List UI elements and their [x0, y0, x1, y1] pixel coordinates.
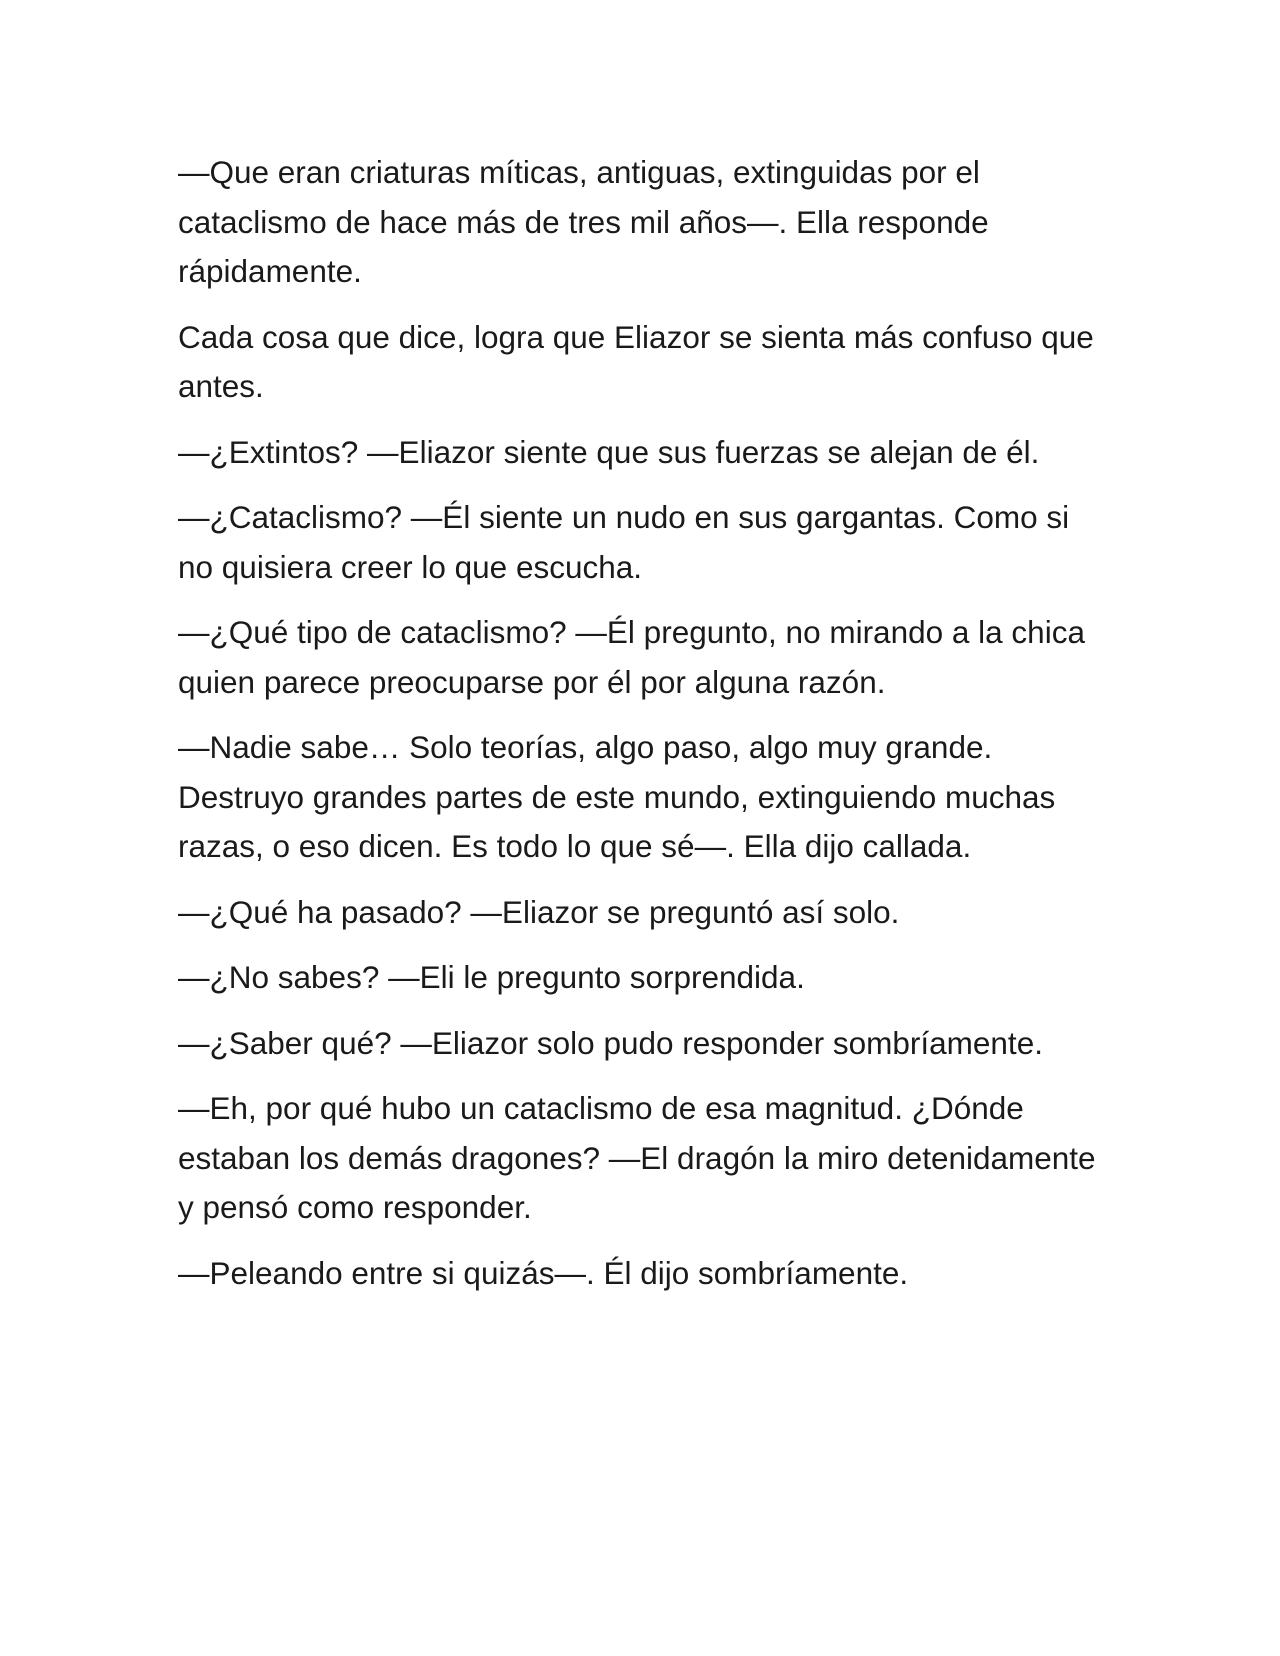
paragraph: —Nadie sabe… Solo teorías, algo paso, algo muy grande. Destruyo grandes partes de este mundo, extinguiendo muchas razas, o eso dicen. Es todo lo que sé—. Ella dijo callada.: [178, 729, 1056, 864]
paragraph: —¿Extintos? —Eliazor siente que sus fuerzas se alejan de él.: [178, 433, 1040, 470]
paragraph: —¿Qué ha pasado? —Eliazor se preguntó así solo.: [178, 893, 900, 930]
paragraph: —Que eran criaturas míticas, antiguas, extinguidas por el cataclismo de hace más de tres mil años—. Ella responde rápidamente.: [178, 154, 989, 289]
paragraph: —¿No sabes? —Eli le pregunto sorprendida.: [178, 959, 805, 995]
paragraph: Cada cosa que dice, logra que Eliazor se sienta más confuso que antes.: [178, 318, 1094, 404]
paragraph: —¿Qué tipo de cataclismo? —Él pregunto, no mirando a la chica quien parece preocuparse por él por alguna razón.: [178, 614, 1085, 700]
paragraph: —Peleando entre si quizás—. Él dijo sombríamente.: [178, 1254, 909, 1291]
paragraph: —¿Cataclismo? —Él siente un nudo en sus gargantas. Como si no quisiera creer lo que escucha.: [178, 499, 1070, 585]
paragraph: —Eh, por qué hubo un cataclismo de esa magnitud. ¿Dónde estaban los demás dragones? —El dragón la miro detenidamente y pensó como responder.: [178, 1090, 1096, 1225]
paragraph: —¿Saber qué? —Eliazor solo pudo responder sombríamente.: [178, 1024, 1043, 1061]
document-body: [178, 148, 1108, 1314]
